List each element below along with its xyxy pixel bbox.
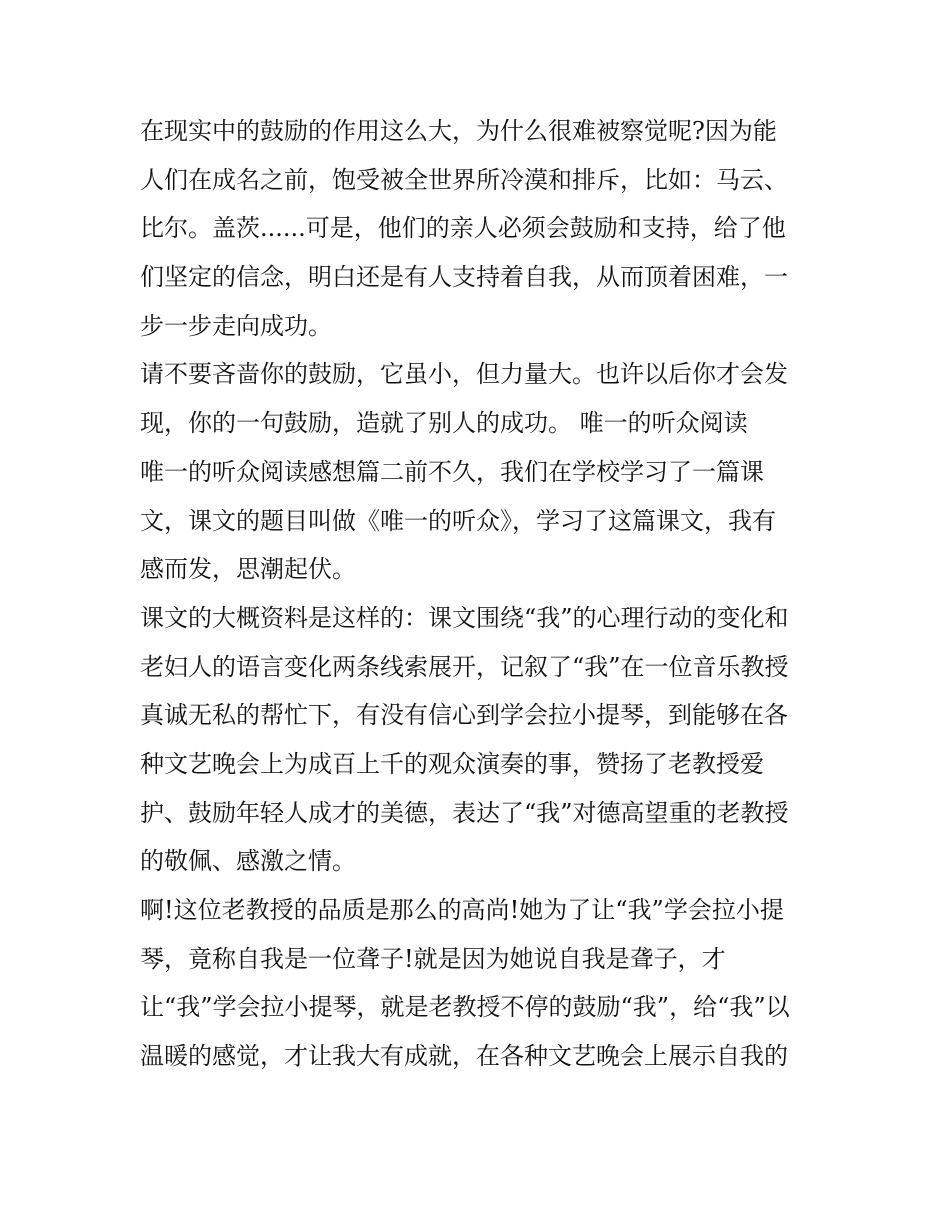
text-line: 琴，竟称自我是一位聋子!就是因为她说自我是聋子，才 xyxy=(140,944,726,973)
text-line: 请不要吝啬你的鼓励，它虽小，但力量大。也许以后你才会发 xyxy=(140,360,788,389)
text-line: 课文的大概资料是这样的：课文围绕“我”的心理行动的变化和 xyxy=(140,603,789,632)
text-line: 的敬佩、感激之情。 xyxy=(140,847,356,876)
text-line: 啊!这位老教授的品质是那么的高尚!她为了让“我”学会拉小提 xyxy=(140,896,784,924)
text-line: 现，你的一句鼓励，造就了别人的成功。 唯一的听众阅读 xyxy=(140,409,748,438)
text-line: 唯一的听众阅读感想篇二前不久，我们在学校学习了一篇课 xyxy=(140,457,764,486)
text-line: 比尔。盖茨......可是，他们的亲人必须会鼓励和支持，给了他 xyxy=(140,214,786,243)
text-line: 温暖的感觉，才让我大有成就，在各种文艺晚会上展示自我的 xyxy=(140,1042,788,1071)
text-line: 在现实中的鼓励的作用这么大，为什么很难被察觉呢?因为能 xyxy=(140,117,777,145)
text-line: 种文艺晚会上为成百上千的观众演奏的事，赞扬了老教授爱 xyxy=(140,749,764,778)
text-line: 人们在成名之前，饱受被全世界所冷漠和排斥，比如：马云、 xyxy=(140,165,788,194)
text-line: 护、鼓励年轻人成才的美德，表达了“我”对德高望重的老教授 xyxy=(140,798,789,827)
text-line: 步一步走向成功。 xyxy=(140,311,332,340)
text-line: 感而发，思潮起伏。 xyxy=(140,555,356,584)
text-line: 真诚无私的帮忙下，有没有信心到学会拉小提琴，到能够在各 xyxy=(140,701,788,730)
text-line: 文，课文的题目叫做《唯一的听众》，学习了这篇课文，我有 xyxy=(140,506,776,535)
text-line: 让“我”学会拉小提琴，就是老教授不停的鼓励“我”，给“我”以 xyxy=(140,993,790,1022)
text-line: 老妇人的语言变化两条线索展开，记叙了“我”在一位音乐教授 xyxy=(140,652,789,681)
text-line: 们坚定的信念，明白还是有人支持着自我，从而顶着困难，一 xyxy=(140,263,788,292)
body-text xyxy=(140,107,820,1081)
